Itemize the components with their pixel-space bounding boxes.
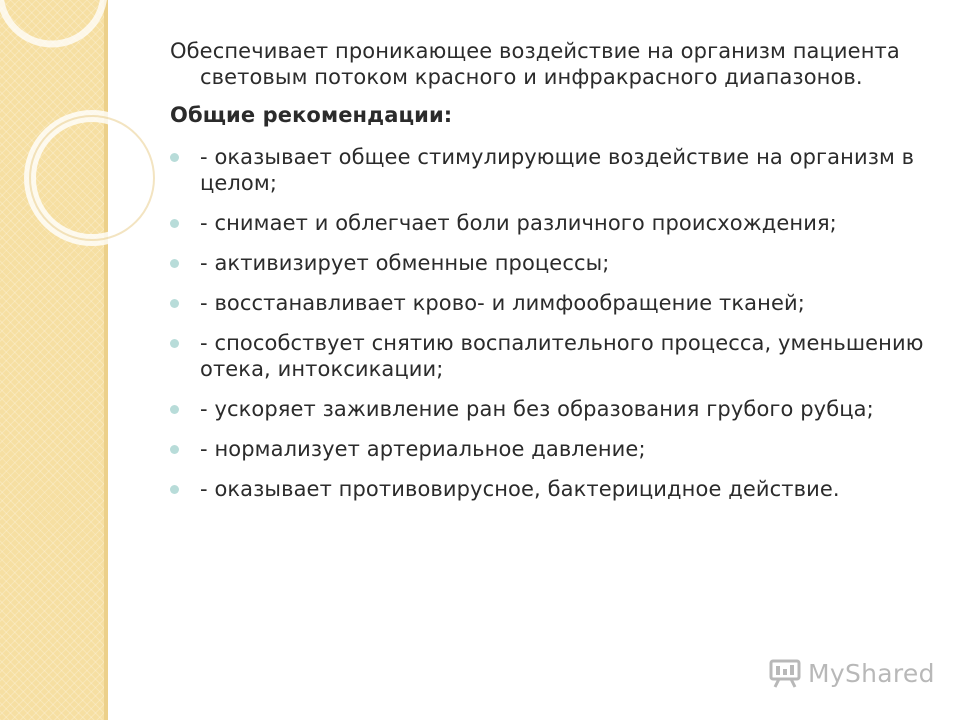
intro-paragraph: Обеспечивает проникающее воздействие на организм пациента световым потоком красного и инфракрасного диапазонов.: [170, 39, 900, 89]
bullet-dot-icon: [170, 485, 179, 494]
recommendations-heading: Общие рекомендации:: [170, 103, 453, 127]
bullet-dot-icon: [170, 259, 179, 268]
list-item: [170, 290, 930, 316]
list-item-text: - восстанавливает крово- и лимфообращение тканей;: [200, 291, 805, 315]
bullet-dot-icon: [170, 153, 179, 162]
middle-ring-shadow: [30, 116, 154, 240]
list-item: [170, 476, 930, 502]
list-item: [170, 250, 930, 276]
top-ring: [0, 0, 104, 44]
list-item-text: - снимает и облегчает боли различного происхождения;: [200, 211, 837, 235]
list-item: [170, 436, 930, 462]
bullet-dot-icon: [170, 405, 179, 414]
list-item-text: - активизирует обменные процессы;: [200, 251, 610, 275]
bullet-dot-icon: [170, 219, 179, 228]
bullet-dot-icon: [170, 445, 179, 454]
list-item: [170, 396, 930, 422]
myshared-watermark: [768, 656, 935, 690]
list-item-text: - оказывает общее стимулирующие воздействие на организм в целом;: [200, 145, 915, 195]
slide-content: [170, 38, 930, 516]
list-item-text: - нормализует артериальное давление;: [200, 437, 646, 461]
list-item-text: - способствует снятию воспалительного процесса, уменьшению отека, интоксикации;: [200, 331, 924, 381]
list-item-text: - оказывает противовирусное, бактерицидное действие.: [200, 477, 840, 501]
list-item: [170, 330, 930, 382]
list-item: [170, 210, 930, 236]
list-item: [170, 144, 930, 196]
bullet-dot-icon: [170, 299, 179, 308]
bullet-dot-icon: [170, 339, 179, 348]
list-item-text: - ускоряет заживление ран без образования грубого рубца;: [200, 397, 874, 421]
watermark-text: MyShared: [808, 658, 935, 688]
presentation-board-icon: [768, 656, 802, 690]
recommendations-list: [170, 144, 930, 502]
